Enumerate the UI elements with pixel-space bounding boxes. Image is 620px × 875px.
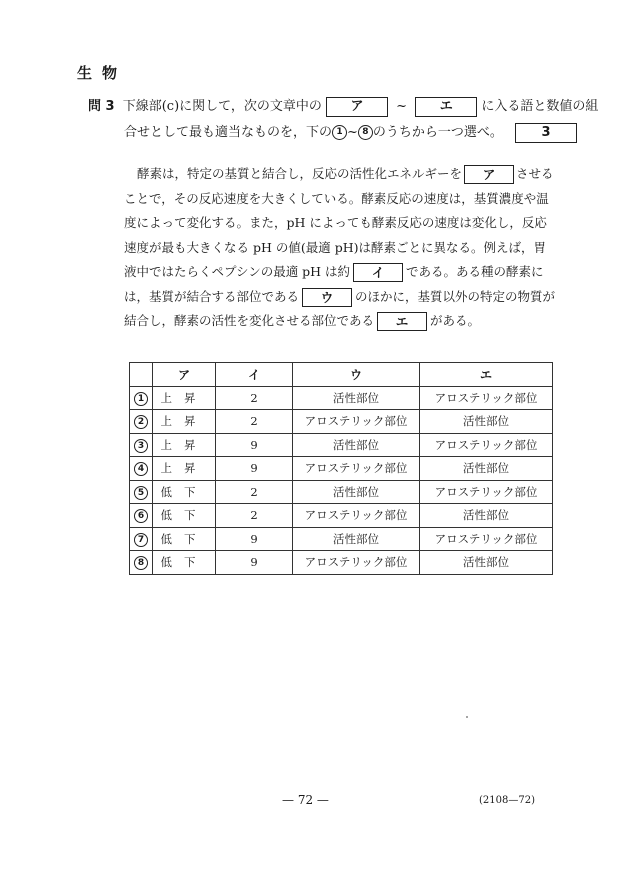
cell-a: 低下	[153, 504, 216, 528]
choice-number: 3	[134, 439, 148, 453]
cell-u: アロステリック部位	[293, 551, 420, 575]
passage-text: である。ある種の酵素に	[406, 264, 544, 279]
choice-number: 1	[134, 392, 148, 406]
question-number: 問 3	[88, 99, 115, 114]
cell-i: 2	[216, 504, 293, 528]
passage-text: のほかに，基質以外の特定の物質が	[355, 288, 556, 304]
table-row	[130, 386, 553, 410]
passage-line-3: 度によって変化する。また，pH によっても酵素反応の速度は変化し，反応	[124, 215, 547, 230]
cell-e: 活性部位	[420, 457, 553, 481]
table-row	[130, 457, 553, 481]
choice-number: 2	[134, 415, 148, 429]
question-text-2a: 合せとして最も適当なものを，下の	[124, 125, 333, 140]
page-number: — 72 —	[282, 793, 329, 807]
cell-a: 低下	[153, 480, 216, 504]
cell-e: 活性部位	[420, 504, 553, 528]
cell-i: 2	[216, 480, 293, 504]
circled-number-8: 8	[358, 125, 373, 140]
question-text-1a: 下線部(c)に関して，次の文章中の	[122, 99, 322, 114]
question-line-2: 合せとして最も適当なものを，下の 1 ~ 8 のうちから一つ選べ。 3	[124, 121, 577, 143]
cell-a: 低下	[153, 527, 216, 551]
header-cell-i: イ	[216, 363, 293, 387]
scan-speck	[466, 716, 468, 718]
cell-e: アロステリック部位	[420, 480, 553, 504]
passage	[124, 162, 556, 334]
choice-number: 7	[134, 533, 148, 547]
cell-a: 上昇	[153, 433, 216, 457]
cell-i: 9	[216, 551, 293, 575]
cell-u: 活性部位	[293, 386, 420, 410]
blank-box-e: エ	[377, 312, 427, 331]
cell-u: 活性部位	[293, 433, 420, 457]
table-row	[130, 410, 553, 434]
page-code: (2108—72)	[479, 795, 535, 806]
cell-u: 活性部位	[293, 527, 420, 551]
passage-text: は，基質が結合する部位である	[124, 288, 300, 304]
table-row	[130, 480, 553, 504]
cell-a: 上昇	[153, 457, 216, 481]
cell-e: アロステリック部位	[420, 386, 553, 410]
cell-u: アロステリック部位	[293, 410, 420, 434]
question-line-1	[88, 95, 598, 117]
cell-i: 9	[216, 457, 293, 481]
passage-line-7	[124, 309, 544, 334]
section-title: 生物	[77, 64, 128, 82]
passage-line-4: 速度が最も大きくなる pH の値(最適 pH)は酵素ごとに異なる。例えば，胃	[124, 239, 546, 255]
passage-text: 液中ではたらくペプシンの最適 pH は約	[124, 264, 351, 279]
blank-box-u: ウ	[302, 288, 352, 307]
passage-line-6	[124, 285, 556, 310]
tilde: ~	[396, 99, 408, 114]
blank-box-a: ア	[326, 97, 388, 117]
choice-number: 6	[134, 509, 148, 523]
choice-number: 4	[134, 462, 148, 476]
table-row	[130, 551, 553, 575]
cell-u: アロステリック部位	[293, 504, 420, 528]
question-text-1b: に入る語と数値の組	[481, 99, 599, 114]
passage-text: させる	[516, 166, 554, 181]
passage-text: がある。	[430, 313, 481, 328]
header-cell-a: ア	[153, 363, 216, 387]
cell-a: 上昇	[153, 386, 216, 410]
blank-box-e: エ	[415, 97, 477, 117]
answer-number-box: 3	[515, 123, 577, 143]
cell-i: 2	[216, 410, 293, 434]
header-cell-number	[130, 363, 153, 387]
cell-e: 活性部位	[420, 551, 553, 575]
cell-e: アロステリック部位	[420, 527, 553, 551]
blank-box-a: ア	[464, 165, 514, 184]
cell-a: 上昇	[153, 410, 216, 434]
passage-line-1	[124, 162, 554, 187]
table-header-row	[130, 363, 553, 387]
table-row	[130, 527, 553, 551]
cell-u: 活性部位	[293, 480, 420, 504]
choice-number: 5	[134, 486, 148, 500]
cell-u: アロステリック部位	[293, 457, 420, 481]
cell-e: 活性部位	[420, 410, 553, 434]
cell-a: 低下	[153, 551, 216, 575]
passage-text: 酵素は，特定の基質と結合し，反応の活性化エネルギーを	[137, 166, 463, 181]
header-cell-u: ウ	[293, 363, 420, 387]
choice-number: 8	[134, 556, 148, 570]
cell-i: 9	[216, 433, 293, 457]
table-row	[130, 433, 553, 457]
passage-text: 結合し，酵素の活性を変化させる部位である	[124, 313, 375, 328]
passage-line-5	[124, 260, 544, 285]
circled-number-1: 1	[332, 125, 347, 140]
question-text-2b: のうちから一つ選べ。	[372, 125, 503, 140]
header-cell-e: エ	[420, 363, 553, 387]
cell-i: 2	[216, 386, 293, 410]
answer-choices-table	[129, 362, 553, 575]
passage-line-2: ことで，その反応速度を大きくしている。酵素反応の速度は，基質濃度や温	[124, 190, 549, 206]
table-row	[130, 504, 553, 528]
cell-e: アロステリック部位	[420, 433, 553, 457]
cell-i: 9	[216, 527, 293, 551]
blank-box-i: イ	[353, 263, 403, 282]
